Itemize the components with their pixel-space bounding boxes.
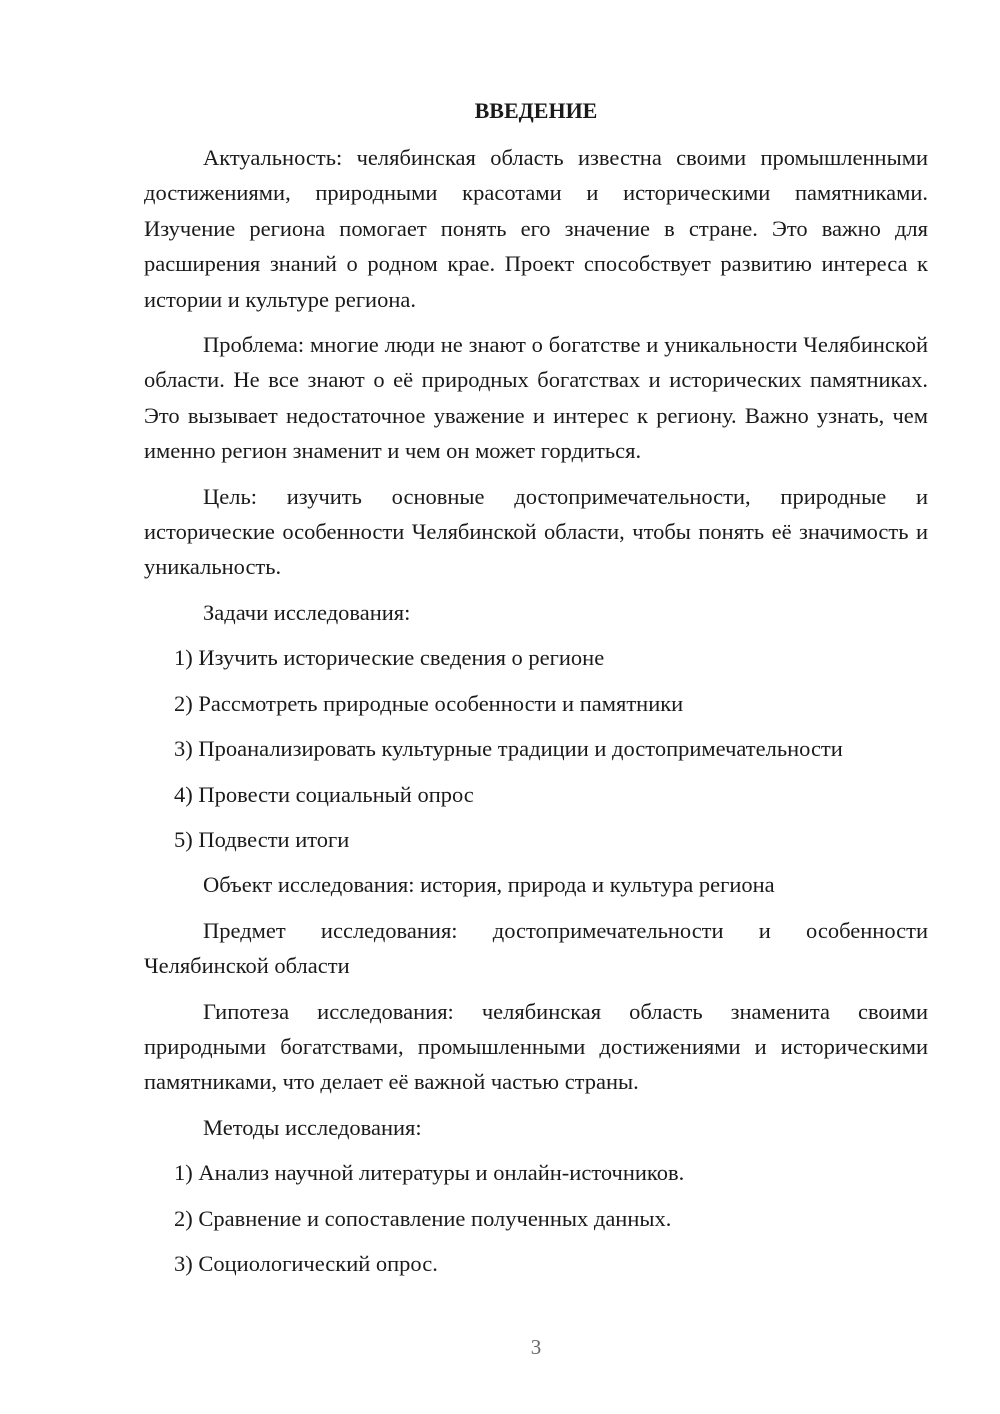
list-item: 2) Рассмотреть природные особенности и памятники: [174, 690, 684, 716]
list-item: 3) Проанализировать культурные традиции и достопримечательности: [174, 736, 843, 762]
list-item: 2) Сравнение и сопоставление полученных данных.: [174, 1205, 672, 1231]
paragraph-problem: Проблема: многие люди не знают о богатстве и уникальности Челябинской области. Не все знают о её природных богатствах и исторических памятниках. Это вызывает недостаточное уважение и интерес к региону. Важно узнать, чем именно регион знаменит и чем он может гордиться.: [144, 332, 928, 464]
paragraph-relevance: Актуальность: челябинская область известна своими промышленными достижениями, природными красотами и историческими памятниками. Изучение региона помогает понять его значение в стране. Это важно для расширения знаний о родном крае. Проект способствует развитию интереса к истории и культуре региона.: [144, 145, 928, 312]
list-item: 3) Социологический опрос.: [174, 1250, 438, 1276]
methods-heading: Методы исследования:: [203, 1114, 422, 1140]
page-title: ВВЕДЕНИЕ: [474, 98, 598, 123]
paragraph-subject: Предмет исследования: достопримечательности и особенности Челябинской области: [144, 917, 928, 979]
methods-list: [144, 1155, 928, 1281]
list-item: 1) Изучить исторические сведения о регионе: [174, 645, 605, 671]
paragraph-hypothesis: Гипотеза исследования: челябинская область знаменита своими природными богатствами, промышленными достижениями и историческими памятниками, что делает её важной частью страны.: [144, 998, 928, 1095]
paragraph-object: Объект исследования: история, природа и культура региона: [203, 872, 775, 898]
document-body: [144, 140, 928, 1291]
list-item: 1) Анализ научной литературы и онлайн-источников.: [174, 1160, 685, 1186]
tasks-list: [144, 640, 928, 857]
tasks-heading: Задачи исследования:: [203, 599, 411, 625]
page-number: 3: [530, 1335, 542, 1359]
list-item: 4) Провести социальный опрос: [174, 781, 474, 807]
paragraph-goal: Цель: изучить основные достопримечательности, природные и исторические особенности Челябинской области, чтобы понять её значимость и уникальность.: [144, 483, 928, 580]
list-item: 5) Подвести итоги: [174, 826, 350, 852]
